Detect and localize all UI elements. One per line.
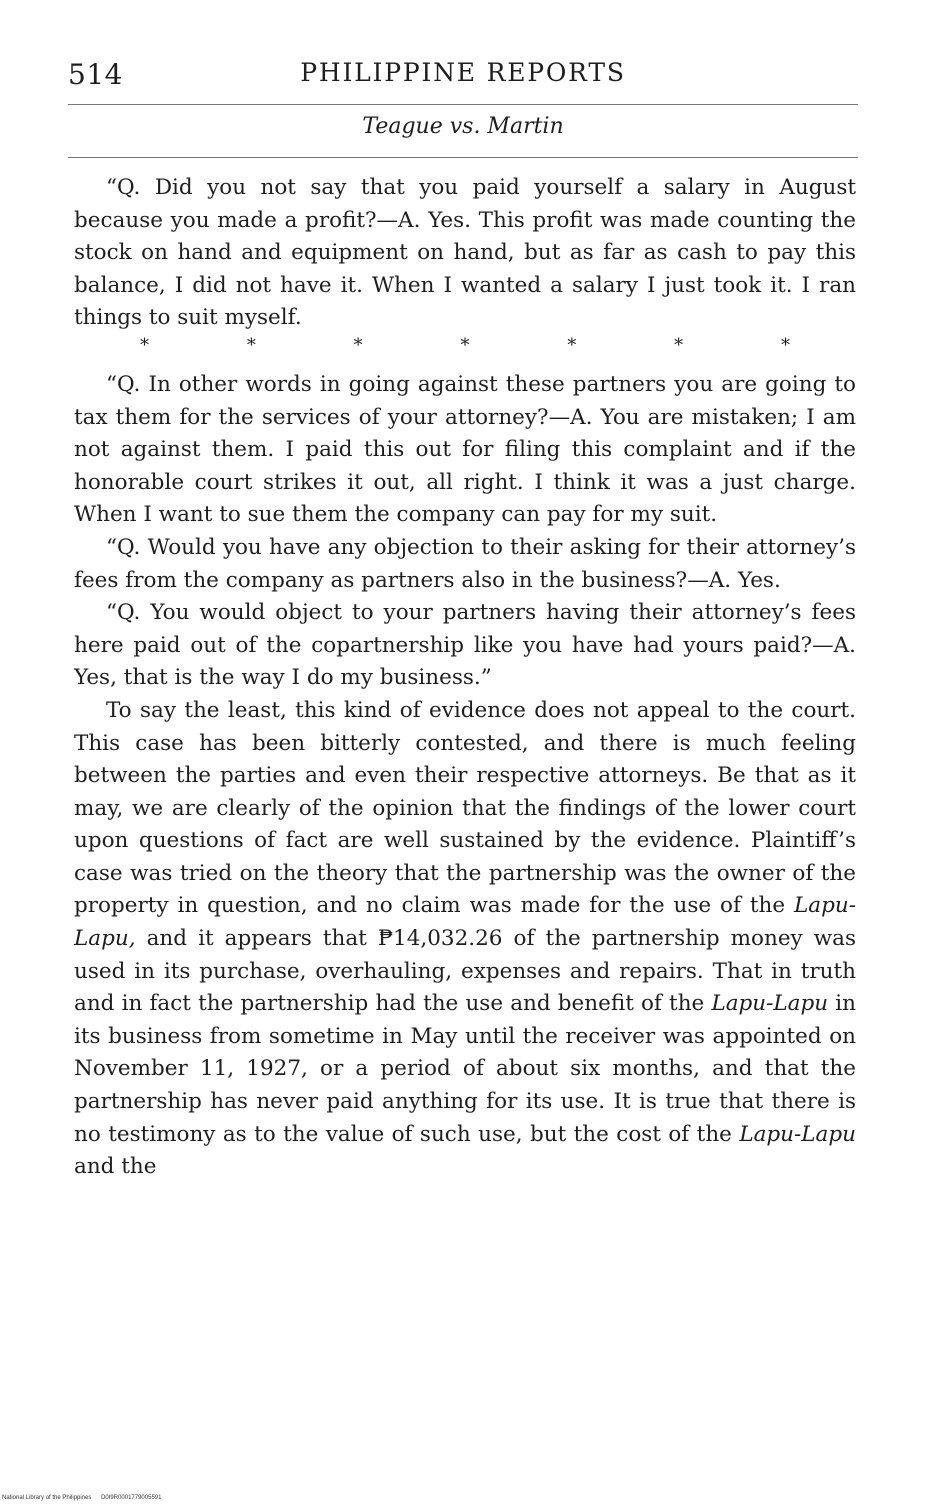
opinion-text-2: and it appears that ₱14,032.26 of the partnership money was used in its purchase, overhauling, expenses and repairs. That in truth and in fact the partnership had the use and benefit of the xyxy=(74,926,856,1017)
testimony-paragraph-3: “Q. Would you have any objection to their asking for their attorney’s fees from the company as partners also in the business?—A. Yes. xyxy=(74,534,856,593)
running-title: PHILIPPINE REPORTS xyxy=(300,58,626,87)
ellipsis-separator xyxy=(74,335,856,365)
testimony-paragraph-4: “Q. You would object to your partners having their attorney’s fees here paid out of the copartnership like you have had yours paid?—A. Yes, that is the way I do my business.” xyxy=(74,600,856,691)
vessel-name: Lapu-Lapu xyxy=(739,1121,856,1147)
separator-star: * xyxy=(140,334,149,356)
separator-star: * xyxy=(674,334,684,356)
separator-star: * xyxy=(567,334,577,356)
case-caption: Teague vs. Martin xyxy=(362,114,564,139)
vessel-name: Lapu-Lapu xyxy=(711,991,829,1017)
testimony-paragraph-2: “Q. In other words in going against these partners you are going to tax them for the services of your attorney?—A. You are mistaken; I am not against them. I paid this out for filing this complaint and if the honorable court strikes it out, all right. I think it was a just charge. When I want to sue them the company can pay for my suit. xyxy=(74,371,856,528)
page-header xyxy=(68,58,858,98)
body-text xyxy=(74,172,856,1184)
vessel-name: Lapu-Lapu, xyxy=(74,893,856,952)
separator-star: * xyxy=(353,334,363,356)
opinion-text-4: and the xyxy=(74,1154,157,1180)
opinion-text-1: To say the least, this kind of evidence does not appeal to the court. This case has been bitterly contested, and there is much feeling between the parties and even their respective attorneys. Be that as it may, we are clearly of the opinion that the findings of the lower court upon questions of fact are well sustained by the evidence. Plaintiff’s case was tried on the theory that the partnership was the owner of the property in question, and no claim was made for the use of the xyxy=(74,697,856,919)
opinion-text-3: in its business from sometime in May until the receiver was appointed on November 11, 1927, or a period of about six months, and that the partnership has never paid anything for its use. It is true that there is no testimony as to the value of such use, but the cost of the xyxy=(74,991,857,1147)
scan-code: D0I9R0001779005591 xyxy=(101,1495,162,1501)
testimony-paragraph-1: “Q. Did you not say that you paid yourself a salary in August because you made a profit?—A. Yes. This profit was made counting the stock on hand and equipment on hand, but as far as cash to pay this balance, I did not have it. When I wanted a salary I just took it. I ran things to suit myself. xyxy=(74,175,856,331)
separator-star: * xyxy=(246,334,256,356)
library-credit: National Library of the Philippines xyxy=(2,1495,92,1501)
opinion-paragraph xyxy=(74,695,856,1184)
caption-rule xyxy=(68,157,858,158)
header-rule xyxy=(68,104,858,105)
separator-star: * xyxy=(460,334,470,356)
scan-footer xyxy=(2,1495,169,1501)
page-number: 514 xyxy=(68,58,123,91)
separator-star: * xyxy=(780,334,790,356)
